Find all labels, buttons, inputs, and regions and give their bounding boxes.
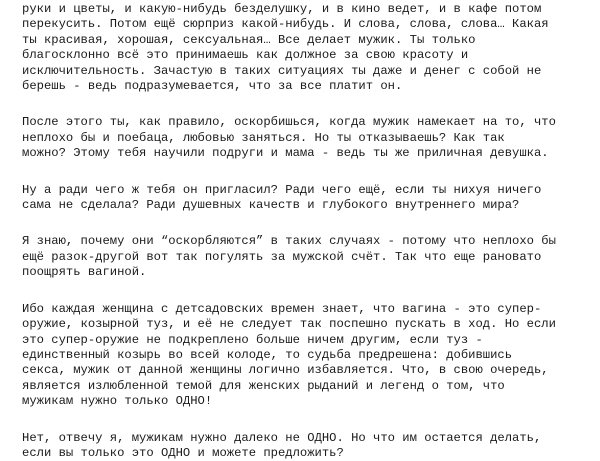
text-line: Ибо каждая женщина с детсадовских времен знает, что вагина - это супер- (22, 301, 542, 316)
text-line: неплохо бы и поебаца, любовью заняться. Но ты отказываешь? Как так (22, 130, 505, 145)
text-line: Нет, отвечу я, мужикам нужно далеко не ОДНО. Но что им остается делать, (22, 430, 542, 445)
text-line: секса, мужик от данной женщины логично избавляется. Что, в свою очередь, (22, 363, 549, 378)
text-line: руки и цветы, и какую-нибудь безделушку, и в кино ведет, и в кафе потом (22, 2, 542, 16)
text-line: является излюбленной темой для женских рыданий и легенд о том, что (22, 378, 505, 393)
paragraph (22, 183, 580, 214)
text-line: мужикам нужно только ОДНО! (22, 394, 213, 409)
text-line: исключительность. Зачастую в таких ситуациях ты даже и денег с собой не (22, 63, 542, 78)
text-line: берешь - ведь подразумевается, что за все платит он. (22, 79, 403, 94)
paragraph (22, 2, 580, 94)
text-line: ещё разок-другой вот так погулять за мужской счёт. Так что еще рановато (22, 249, 542, 264)
text-line: единственный козырь во всей колоде, то судьба предрешена: добившись (22, 347, 513, 362)
text-line: это супер-оружие не подкреплено больше ничем другим, если туз - (22, 332, 483, 347)
document-body (22, 2, 580, 461)
text-line: благосклонно всё это принимаешь как должное за свою красоту и (22, 48, 469, 63)
text-line: поощрять вагиной. (22, 265, 147, 280)
text-line: можно? Этому тебя научили подруги и мама - ведь ты же приличная девушка. (22, 146, 549, 161)
paragraph (22, 302, 580, 410)
text-line: Я знаю, почему они “оскорбляются” в таких случаях - потому что неплохо бы (22, 234, 556, 249)
text-line: сама не сделала? Ради душевных качеств и глубокого внутреннего мира? (22, 198, 520, 213)
paragraph (22, 234, 580, 280)
text-line: если вы только это ОДНО и можете предложить? (22, 445, 344, 460)
text-line: Ну а ради чего ж тебя он пригласил? Ради чего ещё, если ты нихуя ничего (22, 182, 542, 197)
text-line: перекусить. Потом ещё сюрприз какой-нибудь. И слова, слова, слова… Какая (22, 17, 549, 32)
text-line: После этого ты, как правило, оскорбишься, когда мужик намекает на то, что (22, 115, 556, 130)
paragraph (22, 115, 580, 161)
paragraph (22, 431, 580, 461)
text-line: оружие, козырной туз, и её не следует так поспешно пускать в ход. Но если (22, 317, 556, 332)
text-line: ты красивая, хорошая, сексуальная… Все делает мужик. Ты только (22, 32, 476, 47)
